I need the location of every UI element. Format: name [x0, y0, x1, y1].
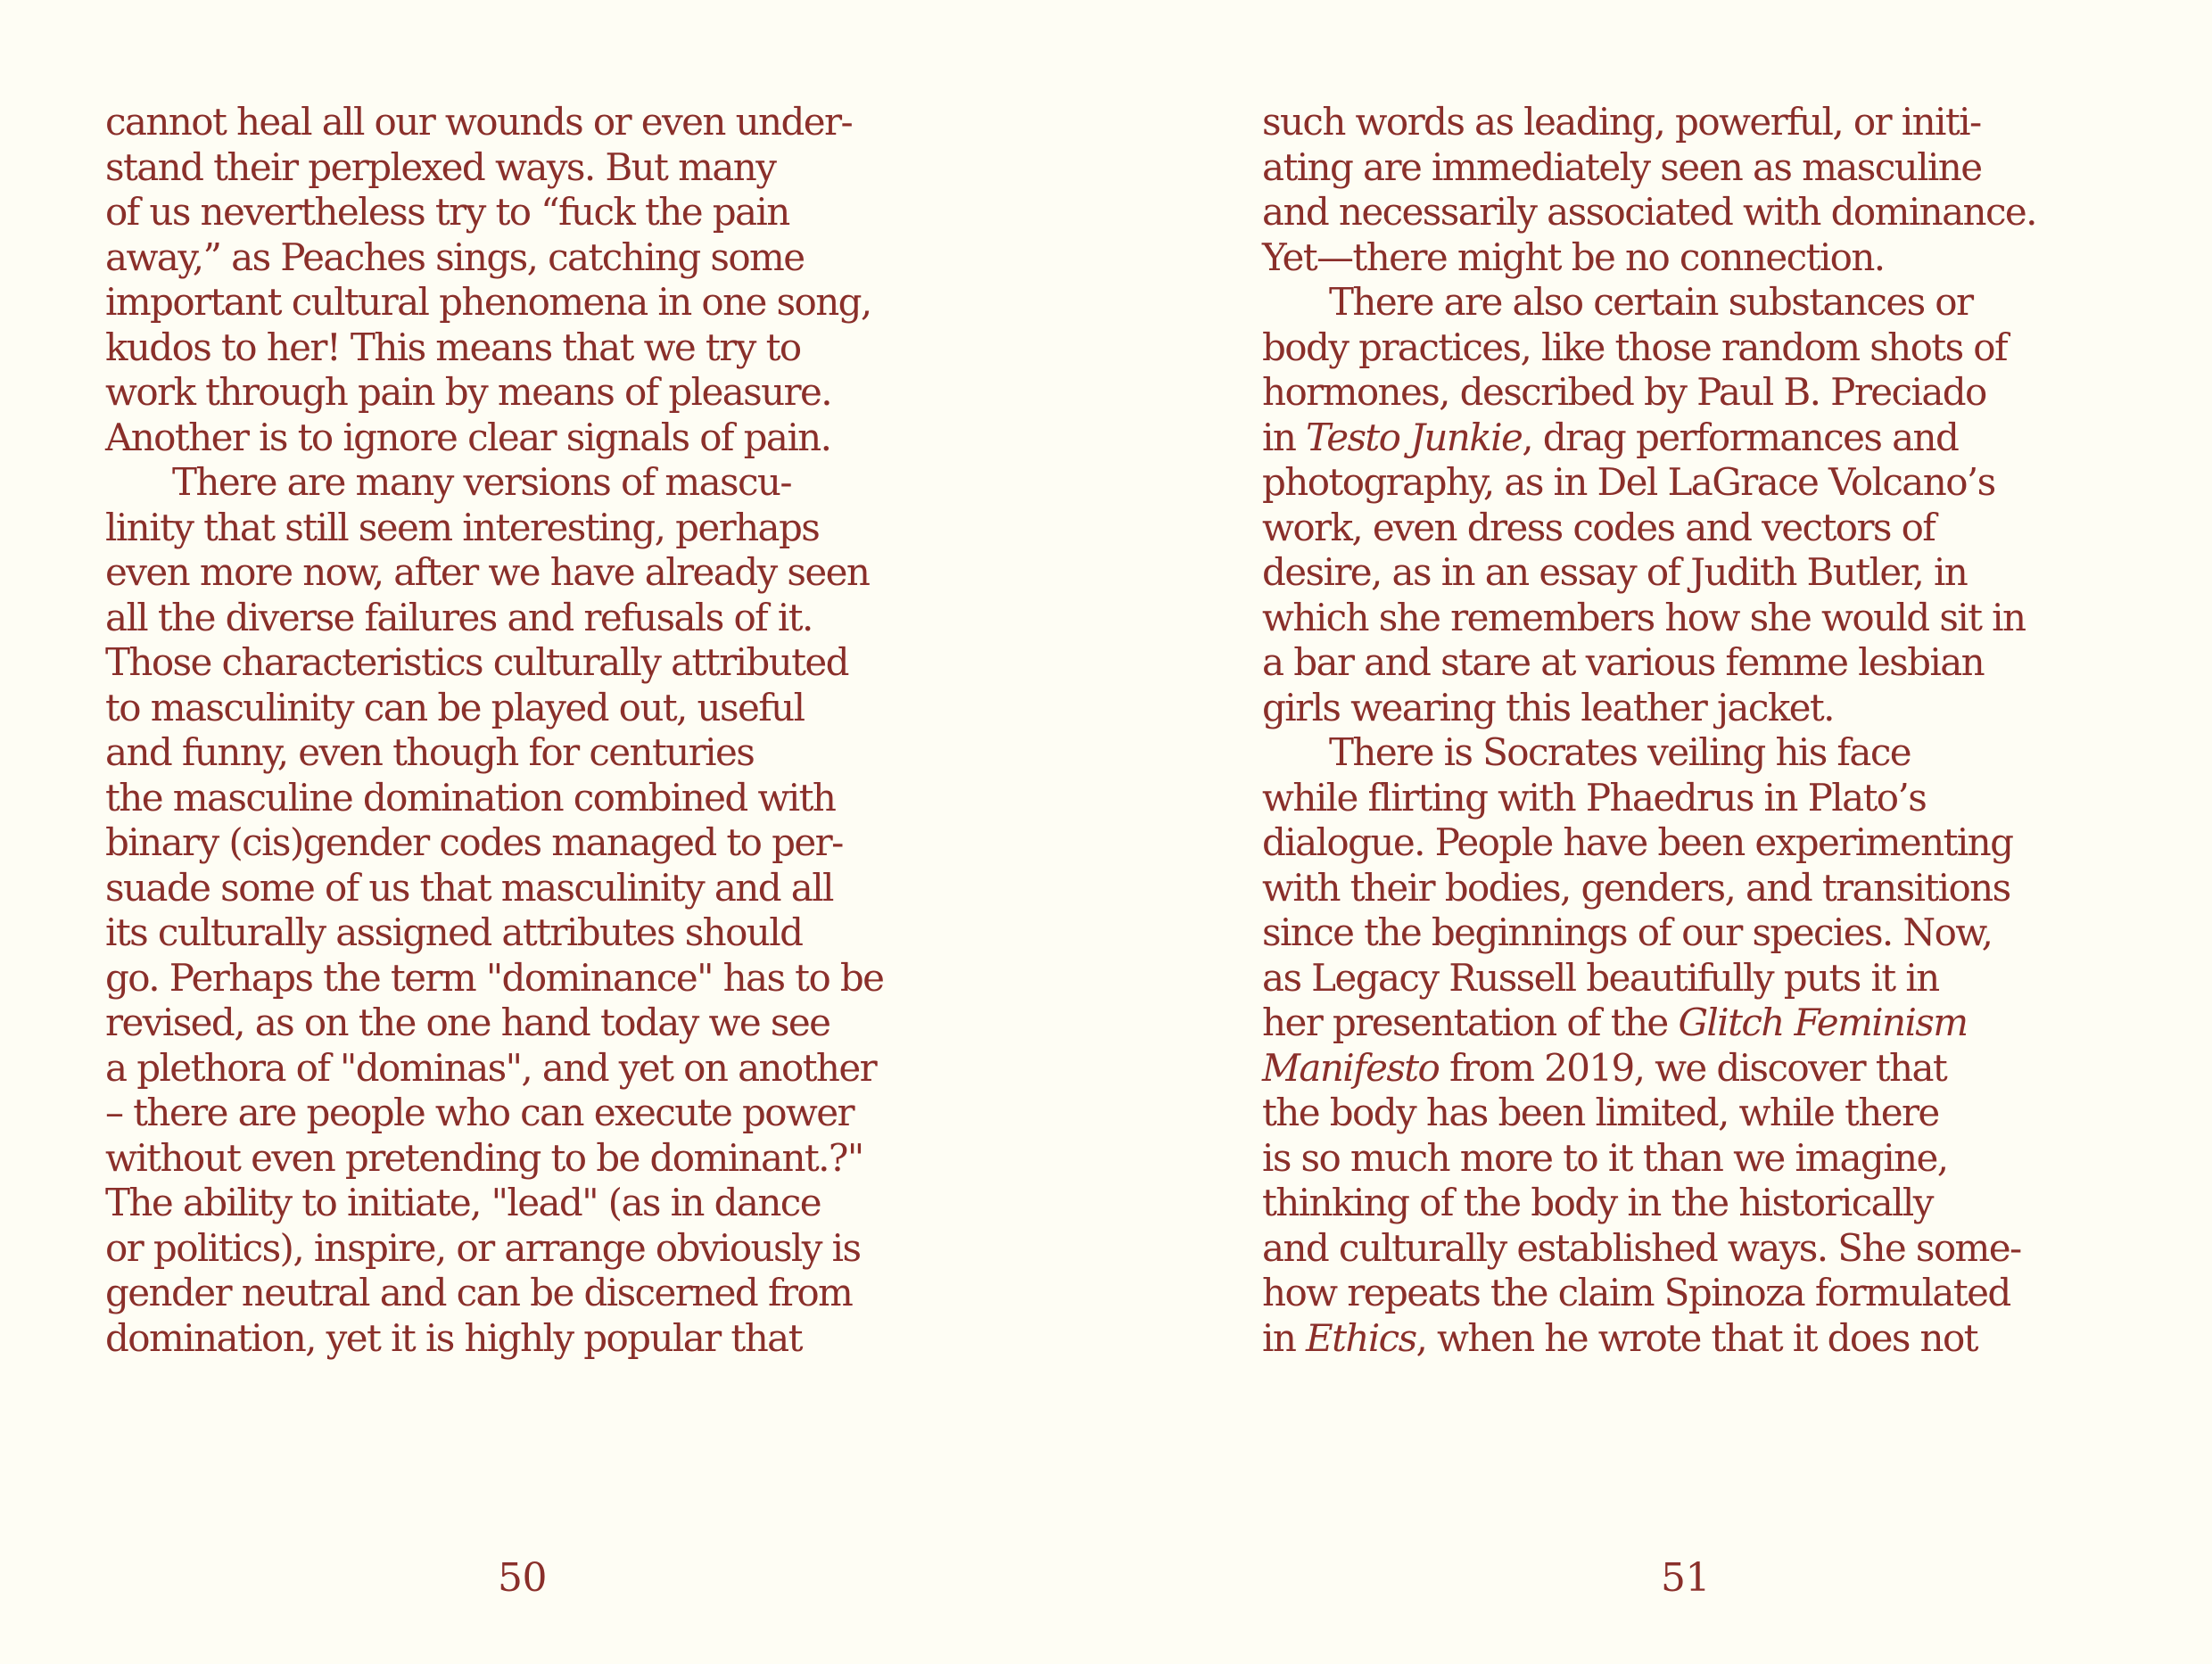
text-line: thinking of the body in the historically — [1262, 1181, 1933, 1224]
text-line: without even pretending to be dominant.?" — [105, 1135, 863, 1180]
page-number-left: 50 — [498, 1555, 547, 1601]
text-line: and necessarily associated with dominance. — [1262, 190, 2036, 234]
text-line: how repeats the claim Spinoza formulated — [1262, 1271, 2010, 1314]
right-page-text — [1262, 100, 2154, 1361]
text-line: body practices, like those random shots of — [1262, 325, 2007, 369]
text-segment: her presentation of the — [1262, 1001, 1679, 1044]
text-line: revised, as on the one hand today we see — [105, 1001, 830, 1044]
text-line: – there are people who can execute power — [105, 1091, 854, 1134]
text-line: There are also certain substances or — [1329, 280, 1973, 324]
text-line: while flirting with Phaedrus in Plato’s — [1262, 775, 1927, 820]
left-page-text — [105, 100, 997, 1361]
text-line: cannot heal all our wounds or even under- — [105, 100, 853, 144]
text-line: desire, as in an essay of Judith Butler, in — [1262, 550, 1968, 594]
text-line — [1262, 1001, 2154, 1046]
text-line: the body has been limited, while there — [1262, 1091, 1939, 1134]
text-line: of us nevertheless try to “fuck the pain — [105, 190, 789, 234]
text-segment: , drag performances and — [1522, 415, 1959, 459]
italic-title: Manifesto — [1262, 1045, 1440, 1090]
italic-title: Testo Junkie — [1306, 415, 1523, 459]
text-line: The ability to initiate, "lead" (as in dance — [105, 1181, 821, 1224]
text-line: binary (cis)gender codes managed to per- — [105, 820, 843, 864]
text-line: with their bodies, genders, and transitions — [1262, 865, 2010, 910]
text-line: suade some of us that masculinity and all — [105, 865, 833, 910]
text-line: the masculine domination combined with — [105, 775, 836, 820]
text-line: even more now, after we have already seen — [105, 550, 870, 594]
text-line: which she remembers how she would sit in — [1262, 595, 2026, 639]
text-line: stand their perplexed ways. But many — [105, 144, 776, 189]
text-segment: in — [1262, 415, 1307, 459]
text-line: all the diverse failures and refusals of it. — [105, 595, 813, 639]
text-line: work through pain by means of pleasure. — [105, 370, 832, 414]
text-line: hormones, described by Paul B. Preciado — [1262, 370, 1986, 414]
text-line: a plethora of "dominas", and yet on another — [105, 1045, 877, 1090]
text-segment: from 2019, we discover that — [1439, 1045, 1947, 1090]
text-line: and funny, even though for centuries — [105, 730, 755, 774]
text-line: kudos to her! This means that we try to — [105, 325, 801, 369]
text-line: its culturally assigned attributes should — [105, 910, 803, 954]
text-line: and culturally established ways. She some- — [1262, 1225, 2021, 1270]
text-line: dialogue. People have been experimenting — [1262, 820, 2013, 864]
page-number-right: 51 — [1661, 1555, 1710, 1601]
text-line: photography, as in Del LaGrace Volcano’s — [1262, 460, 1995, 504]
text-line: Yet—there might be no connection. — [1262, 235, 1885, 279]
text-line — [1262, 416, 2154, 461]
text-line: girls wearing this leather jacket. — [1262, 685, 1834, 729]
text-line: such words as leading, powerful, or initi- — [1262, 100, 1981, 144]
text-line: ating are immediately seen as masculine — [1262, 144, 1982, 189]
text-line: work, even dress codes and vectors of — [1262, 505, 1936, 549]
text-segment: in — [1262, 1315, 1307, 1360]
text-line: away,” as Peaches sings, catching some — [105, 235, 805, 279]
text-line: go. Perhaps the term "dominance" has to be — [105, 955, 884, 1000]
text-segment: , when he wrote that it does not — [1416, 1315, 1977, 1360]
italic-title: Ethics — [1306, 1315, 1416, 1360]
text-line: gender neutral and can be discerned from — [105, 1271, 853, 1314]
text-line: or politics), inspire, or arrange obviously is — [105, 1225, 861, 1270]
italic-title: Glitch Feminism — [1678, 1001, 1968, 1044]
text-line: as Legacy Russell beautifully puts it in — [1262, 955, 1939, 1000]
text-line — [1262, 1316, 2154, 1362]
text-line: Another is to ignore clear signals of pain. — [105, 415, 831, 459]
text-line: Those characteristics culturally attributed — [105, 640, 848, 684]
text-line: a bar and stare at various femme lesbian — [1262, 640, 1985, 684]
text-line: There is Socrates veiling his face — [1329, 730, 1911, 774]
text-line: important cultural phenomena in one song, — [105, 280, 871, 324]
text-line — [1262, 1046, 2154, 1091]
text-line: to masculinity can be played out, useful — [105, 685, 805, 729]
text-line: since the beginnings of our species. Now, — [1262, 910, 1993, 954]
text-line: There are many versions of mascu- — [172, 460, 791, 504]
text-line: domination, yet it is highly popular that — [105, 1315, 802, 1360]
text-line: linity that still seem interesting, perhaps — [105, 505, 820, 549]
text-line: is so much more to it than we imagine, — [1262, 1135, 1948, 1180]
